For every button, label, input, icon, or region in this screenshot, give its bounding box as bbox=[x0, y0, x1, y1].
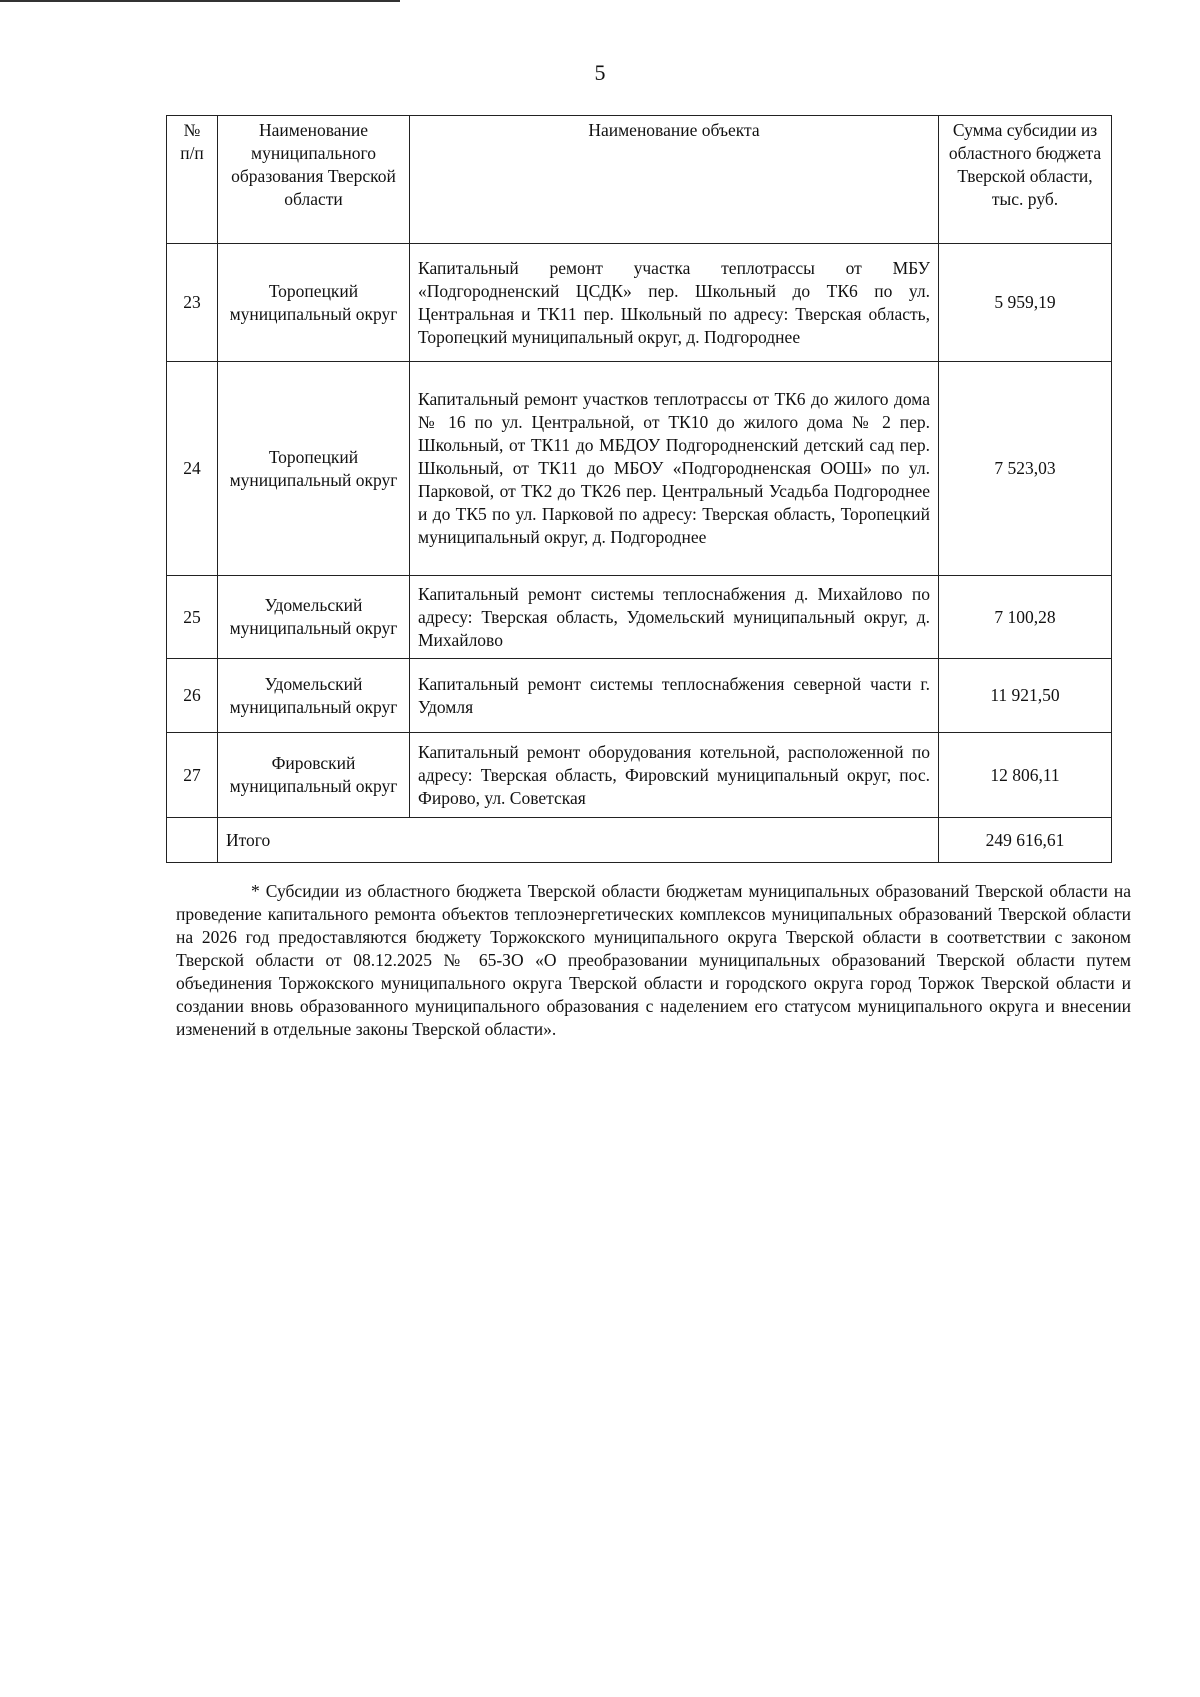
header-object: Наименование объекта bbox=[410, 116, 939, 244]
total-row bbox=[167, 818, 1112, 863]
table-row bbox=[167, 576, 1112, 659]
table-header-row bbox=[167, 116, 1112, 244]
table-row bbox=[167, 659, 1112, 733]
header-num: № п/п bbox=[167, 116, 218, 244]
row-object: Капитальный ремонт участка теплотрассы от МБУ «Подгородненский ЦСДК» пер. Школьный до ТК6 по ул. Центральная и ТК11 пер. Школьный по адресу: Тверская область, Торопецкий муниципальный округ, д. Подгороднее bbox=[410, 244, 939, 362]
row-num: 27 bbox=[167, 733, 218, 818]
header-sum: Сумма субсидии из областного бюджета Тверской области, тыс. руб. bbox=[939, 116, 1112, 244]
table-row bbox=[167, 733, 1112, 818]
total-sum: 249 616,61 bbox=[939, 818, 1112, 863]
total-num-empty bbox=[167, 818, 218, 863]
row-sum: 7 523,03 bbox=[939, 362, 1112, 576]
row-object: Капитальный ремонт участков теплотрассы от ТК6 до жилого дома № 16 по ул. Центральной, от ТК10 до жилого дома № 2 пер. Школьный, от ТК11 до МБДОУ Подгородненский детский сад пер. Школьный, от ТК11 до МБОУ «Подгородненская ООШ» по ул. Парковой, от ТК2 до ТК26 пер. Центральный Усадьба Подгороднее и до ТК5 по ул. Парковой по адресу: Тверская область, Торопецкий муниципальный округ, д. Подгороднее bbox=[410, 362, 939, 576]
row-sum: 12 806,11 bbox=[939, 733, 1112, 818]
row-municipality: Торопецкий муниципальный округ bbox=[218, 362, 410, 576]
page-number: 5 bbox=[594, 60, 606, 85]
header-municipality: Наименование муниципального образования Тверской области bbox=[218, 116, 410, 244]
row-num: 24 bbox=[167, 362, 218, 576]
row-municipality: Фировский муниципальный округ bbox=[218, 733, 410, 818]
row-object: Капитальный ремонт системы теплоснабжения северной части г. Удомля bbox=[410, 659, 939, 733]
row-sum: 5 959,19 bbox=[939, 244, 1112, 362]
row-num: 25 bbox=[167, 576, 218, 659]
row-object: Капитальный ремонт оборудования котельной, расположенной по адресу: Тверская область, Фировский муниципальный округ, пос. Фирово, ул. Советская bbox=[410, 733, 939, 818]
row-municipality: Торопецкий муниципальный округ bbox=[218, 244, 410, 362]
top-rule bbox=[0, 0, 400, 2]
row-municipality: Удомельский муниципальный округ bbox=[218, 576, 410, 659]
row-object: Капитальный ремонт системы теплоснабжения д. Михайлово по адресу: Тверская область, Удомельский муниципальный округ, д. Михайлово bbox=[410, 576, 939, 659]
table-row bbox=[167, 244, 1112, 362]
row-municipality: Удомельский муниципальный округ bbox=[218, 659, 410, 733]
row-num: 26 bbox=[167, 659, 218, 733]
table-row bbox=[167, 362, 1112, 576]
total-label: Итого bbox=[218, 818, 939, 863]
row-num: 23 bbox=[167, 244, 218, 362]
subsidy-table bbox=[166, 115, 1112, 863]
row-sum: 7 100,28 bbox=[939, 576, 1112, 659]
footnote: * Субсидии из областного бюджета Тверской области бюджетам муниципальных образований Тверской области на проведение капитального ремонта объектов теплоэнергетических комплексов муниципальных образований Тверской области на 2026 год предоставляются бюджету Торжокского муниципального округа Тверской области в соответствии с законом Тверской области от 08.12.2025 № 65-ЗО «О преобразовании муниципальных образований Тверской области путем объединения Торжокского муниципального округа Тверской области и городского округа город Торжок Тверской области и создании вновь образованного муниципального образования с наделением его статусом муниципального округа и внесении изменений в отдельные законы Тверской области». bbox=[176, 881, 1131, 1039]
row-sum: 11 921,50 bbox=[939, 659, 1112, 733]
